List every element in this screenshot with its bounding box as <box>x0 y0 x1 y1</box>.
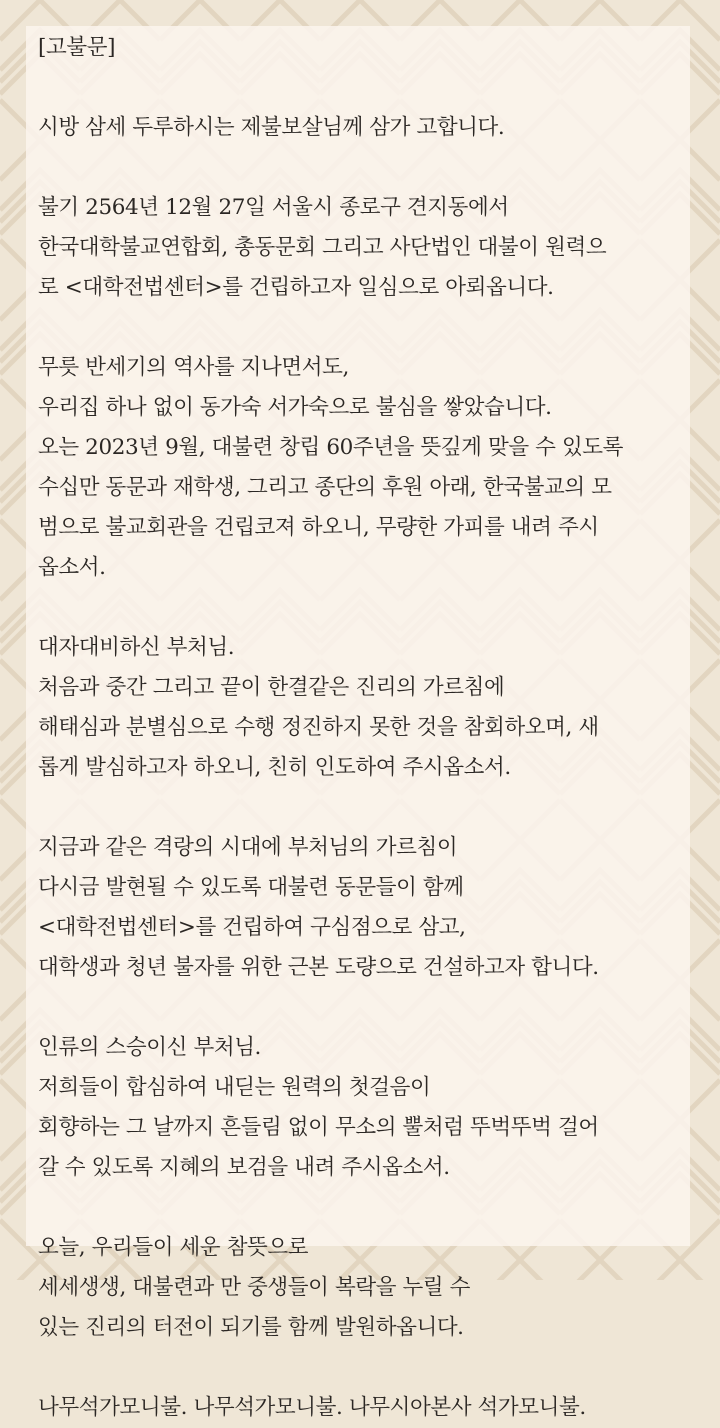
document-title: [고불문] <box>38 35 116 60</box>
text-line: 롭게 발심하고자 하오니, 친히 인도하여 주시옵소서. <box>38 755 511 780</box>
text-line: <대학전법센터>를 건립하여 구심점으로 삼고, <box>38 915 466 940</box>
text-line: 시방 삼세 두루하시는 제불보살님께 삼가 고합니다. <box>38 115 505 140</box>
text-line: 있는 진리의 터전이 되기를 함께 발원하옵니다. <box>38 1315 464 1340</box>
document-text <box>38 28 698 1428</box>
text-line: 수십만 동문과 재학생, 그리고 종단의 후원 아래, 한국불교의 모 <box>38 475 612 500</box>
text-line: 갈 수 있도록 지혜의 보검을 내려 주시옵소서. <box>38 1155 450 1180</box>
text-line: 다시금 발현될 수 있도록 대불련 동문들이 함께 <box>38 875 464 900</box>
text-line: 세세생생, 대불련과 만 중생들이 복락을 누릴 수 <box>38 1275 471 1300</box>
text-line: 옵소서. <box>38 555 106 580</box>
text-line: 불기 2564년 12월 27일 서울시 종로구 견지동에서 <box>38 195 509 220</box>
text-line: 지금과 같은 격랑의 시대에 부처님의 가르침이 <box>38 835 458 860</box>
text-line: 범으로 불교회관을 건립코져 하오니, 무량한 가피를 내려 주시 <box>38 515 599 540</box>
text-line: 회향하는 그 날까지 흔들림 없이 무소의 뿔처럼 뚜벅뚜벅 걸어 <box>38 1115 599 1140</box>
text-line: 처음과 중간 그리고 끝이 한결같은 진리의 가르침에 <box>38 675 505 700</box>
text-line: 인류의 스승이신 부처님. <box>38 1035 261 1060</box>
text-line: 오늘, 우리들이 세운 참뜻으로 <box>38 1235 309 1260</box>
closing-line: 나무석가모니불. 나무석가모니불. 나무시아본사 석가모니불. <box>38 1395 586 1420</box>
text-line: 무릇 반세기의 역사를 지나면서도, <box>38 355 349 380</box>
text-line: 대자대비하신 부처님. <box>38 635 235 660</box>
text-line: 해태심과 분별심으로 수행 정진하지 못한 것을 참회하오며, 새 <box>38 715 599 740</box>
text-line: 오는 2023년 9월, 대불련 창립 60주년을 뜻깊게 맞을 수 있도록 <box>38 435 624 460</box>
text-line: 우리집 하나 없이 동가숙 서가숙으로 불심을 쌓았습니다. <box>38 395 552 420</box>
text-line: 대학생과 청년 불자를 위한 근본 도량으로 건설하고자 합니다. <box>38 955 599 980</box>
text-line: 저희들이 합심하여 내딛는 원력의 첫걸음이 <box>38 1075 431 1100</box>
text-line: 한국대학불교연합회, 총동문회 그리고 사단법인 대불이 원력으 <box>38 235 607 260</box>
text-line: 로 <대학전법센터>를 건립하고자 일심으로 아뢰옵니다. <box>38 275 554 300</box>
